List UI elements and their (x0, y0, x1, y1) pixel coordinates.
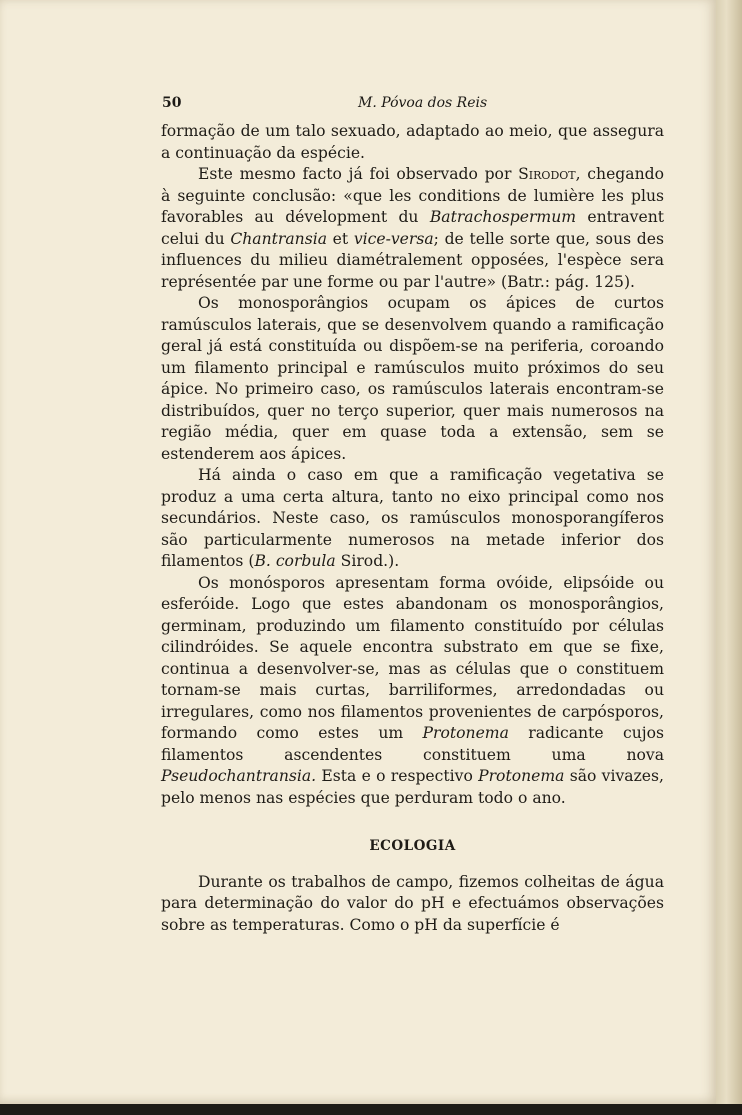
genus-name: Pseudochantransia. (161, 767, 317, 785)
page-edge (716, 0, 742, 1115)
section-heading: ECOLOGIA (369, 838, 456, 854)
genus-name: Chantransia (230, 229, 327, 248)
scan-shadow (0, 1104, 742, 1115)
paragraph-1: formação de um talo sexuado, adaptado ao meio, que assegura a continuação da espécie. (161, 122, 664, 162)
paragraph-6: Durante os trabalhos de campo, fizemos colheitas de água para determinação do valor do pH e efectuámos observações sobre as temperaturas. Como o pH da superfície é (161, 872, 664, 934)
author-name: Sirodot (518, 165, 576, 183)
paragraph-3: Os monosporângios ocupam os ápices de curtos ramúsculos laterais, que se desenvolvem quando a ramificação geral já está constituída ou dispõem-se na periferia, coroando um filamento principal e ramúsculos muito próximos do seu ápice. No primeiro caso, os ramúsculos laterais encontram-se distribuídos, quer no terço superior, quer mais numerosos na região média, quer em quase toda a extensão, sem se estenderem aos ápices. (161, 294, 664, 463)
running-head: M. Póvoa dos Reis (358, 95, 488, 111)
genus-name: Batrachospermum (429, 208, 577, 226)
paragraph-2: Este mesmo facto já foi observado por Sirodot, chegando à seguinte conclusão: «que les conditions de lumière les plus favorables au dévelopment du Batrachospermum entravent celui du Chantransia et vice-versa; de telle sorte que, sous des influences du milieu diamétralement opposées, l'espèce sera représentée par une forme ou par l'autre» (Batr.: pág. 125). (161, 165, 665, 291)
paragraph-5: Os monósporos apresentam forma ovóide, elipsóide ou esferóide. Logo que estes abandonam os monosporângios, germinam, produzindo um filamento constituído por células cilindróides. Se aquele encontra substrato em que se fixe, continua a desenvolver-se, mas as células que o constituem tornam-se mais curtas, barriliformes, arredondadas ou irregulares, como nos filamentos provenientes de carpósporos, formando como estes um Protonema radicante cujos filamentos ascendentes constituem uma nova Pseudochantransia. Esta e o respectivo Protonema são vivazes, pelo menos nas espécies que perduram todo o ano. (161, 573, 664, 807)
term-protonema: Protonema (422, 724, 509, 742)
species-name: B. corbula (254, 552, 336, 570)
latin-phrase: vice-versa (353, 229, 434, 248)
page-number: 50 (162, 95, 182, 111)
paragraph-4: Há ainda o caso em que a ramificação vegetativa se produz a uma certa altura, tanto no eixo principal como nos secundários. Neste caso, os ramúsculos monosporangíferos são particularmente numerosos na metade inferior dos filamentos (B. corbula Sirod.). (161, 466, 664, 570)
body-text (161, 121, 664, 936)
page-header (162, 95, 662, 117)
term-protonema: Protonema (478, 767, 565, 785)
